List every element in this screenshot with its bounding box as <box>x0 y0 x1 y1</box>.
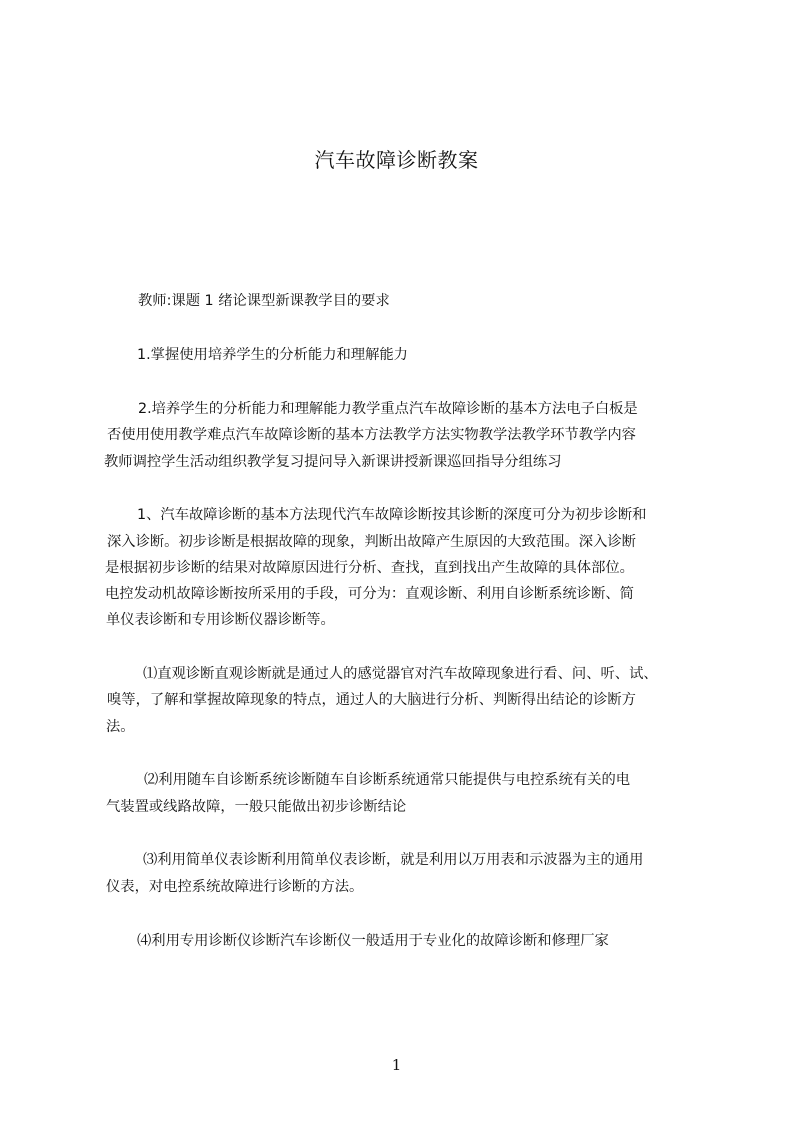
text-line: 2.培养学生的分析能力和理解能力教学重点汽车故障诊断的基本方法电子白板是 <box>138 401 638 417</box>
text-line: 否使用使用教学难点汽车故障诊断的基本方法教学方法实物教学法教学环节教学内容 <box>107 427 636 443</box>
text-line: ⑴直观诊断直观诊断就是通过人的感觉器官对汽车故障现象进行看、问、听、试、 <box>143 666 658 682</box>
page-number: 1 <box>391 1056 402 1074</box>
text-line: 教师调控学生活动组织教学复习提问导入新课讲授新课巡回指导分组练习 <box>104 454 562 470</box>
text-line: 教师:课题 1 绪论课型新课教学目的要求 <box>138 293 390 309</box>
text-line: 电控发动机故障诊断按所采用的手段，可分为：直观诊断、利用自诊断系统诊断、简 <box>105 586 634 602</box>
text-line: 仪表，对电控系统故障进行诊断的方法。 <box>106 879 364 895</box>
text-line: ⑵利用随车自诊断系统诊断随车自诊断系统通常只能提供与电控系统有关的电 <box>144 772 631 788</box>
text-line: 1、汽车故障诊断的基本方法现代汽车故障诊断按其诊断的深度可分为初步诊断和 <box>137 507 647 523</box>
text-line: ⑶利用简单仪表诊断利用简单仪表诊断，就是利用以万用表和示波器为主的通用 <box>143 852 644 868</box>
text-line: 是根据初步诊断的结果对故障原因进行分析、查找，直到找出产生故障的具体部位。 <box>105 560 634 576</box>
text-line: 法。 <box>106 719 135 735</box>
document-title: 汽车故障诊断教案 <box>314 148 479 172</box>
text-line: ⑷利用专用诊断仪诊断汽车诊断仪一般适用于专业化的故障诊断和修理厂家 <box>137 933 609 949</box>
text-line: 深入诊断。初步诊断是根据故障的现象，判断出故障产生原因的大致范围。深入诊断 <box>107 534 636 550</box>
text-line: 1.掌握使用培养学生的分析能力和理解能力 <box>137 347 408 363</box>
text-line: 嗅等，了解和掌握故障现象的特点，通过人的大脑进行分析、判断得出结论的诊断方 <box>107 692 636 708</box>
text-line: 单仪表诊断和专用诊断仪器诊断等。 <box>106 612 335 628</box>
text-line: 气装置或线路故障，一般只能做出初步诊断结论 <box>106 799 407 815</box>
